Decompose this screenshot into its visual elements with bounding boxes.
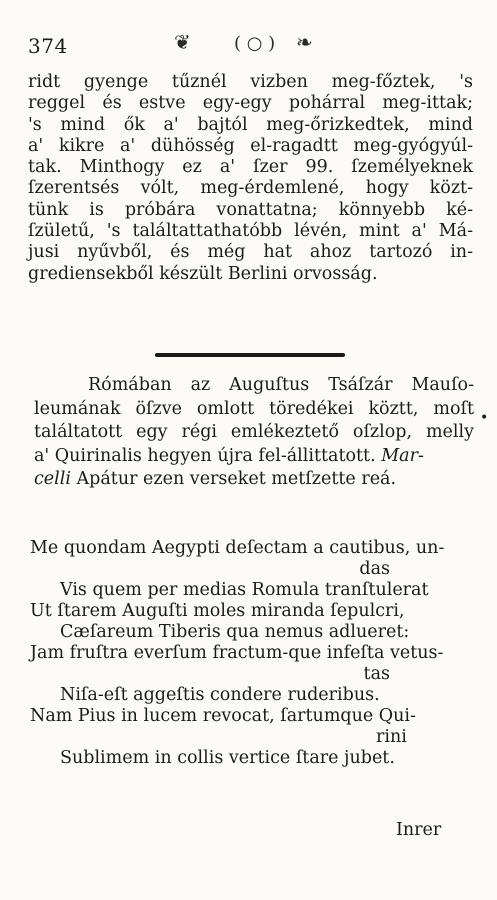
poem-verse: Sublimem in collis vertice ſtare jubet. [60, 748, 395, 768]
poem-verse: Nam Pius in lucem revocat, ſartumque Qui- [30, 706, 416, 726]
text-line: Rómában az Auguſtus Tsáſzár Mauſo- [88, 375, 474, 395]
latin-inscription-poem [30, 538, 470, 769]
poem-verse: Ut ſtarem Auguſti moles miranda ſepulcri, [30, 601, 405, 621]
text-line [34, 445, 474, 469]
poem-verse: Jam fruſtra everſum fractum-que infeſta vetus- [30, 643, 444, 663]
text-line: reggel és estve egy-egy pohárral meg-ittak; [28, 93, 473, 114]
text-line: grediensekből készült Berlini orvosság. [28, 263, 378, 284]
poem-verse: Cæſareum Tiberis qua nemus adlueret: [60, 622, 410, 642]
page-number: 374 [28, 34, 68, 58]
text-line: 's mind ők a' bajtól meg-őrizkedtek, mind [28, 114, 473, 135]
poem-verse: Niſa-eſt aggeſtis condere ruderibus. [60, 685, 380, 705]
text-line: találtatott egy régi emlékeztető oſzlop, melly [34, 422, 474, 442]
floral-ornament-icon: ❧ [296, 30, 313, 54]
poem-turnover: das [359, 559, 390, 579]
center-ornament: ( ○ ) [234, 33, 276, 54]
text-line: ſzületű, 's találtattathatóbb lévén, mint a' Má- [28, 221, 473, 242]
text-line: tünk is próbára vonattatna; könnyebb ké- [28, 199, 473, 220]
text-line: a' kikre a' dühösség el-ragadtt meg-gyógyúl- [28, 135, 473, 156]
section-divider [155, 353, 345, 357]
poem-turnover: rini [376, 727, 407, 747]
text-line: ridt gyenge tűznél vizben meg-főztek, 's [28, 72, 473, 92]
text-line [34, 468, 474, 492]
paragraph-recipe [28, 72, 473, 285]
poem-verse: Vis quem per medias Romula tranſtulerat [60, 580, 429, 600]
text-line: ſzerentsés vólt, meg-érdemlené, hogy közt- [28, 178, 473, 199]
running-header [28, 30, 468, 70]
text-line: leumának öſzve omlott töredékei köztt, moſt [34, 398, 474, 419]
text-line: jusi nyűvből, és még hat ahoz tartozó in- [28, 242, 473, 263]
author-name-part: Mar- [381, 445, 424, 466]
poem-verse: Me quondam Aegypti deſectam a cautibus, un- [30, 538, 445, 558]
author-name-part: celli [34, 469, 71, 489]
text-segment: Apátur ezen verseket metſzette reá. [76, 469, 397, 489]
floral-ornament-icon: ❦ [174, 30, 191, 54]
paragraph-rome [34, 374, 474, 492]
poem-turnover: tas [363, 664, 390, 684]
text-segment: a' Quirinalis hegyen újra fel-állittatott. [34, 445, 376, 466]
margin-mark: • [480, 410, 489, 426]
catchword: Inrer [396, 820, 442, 840]
text-line: tak. Minthogy ez a' ſzer 99. ſzemélyeknek [28, 157, 473, 178]
